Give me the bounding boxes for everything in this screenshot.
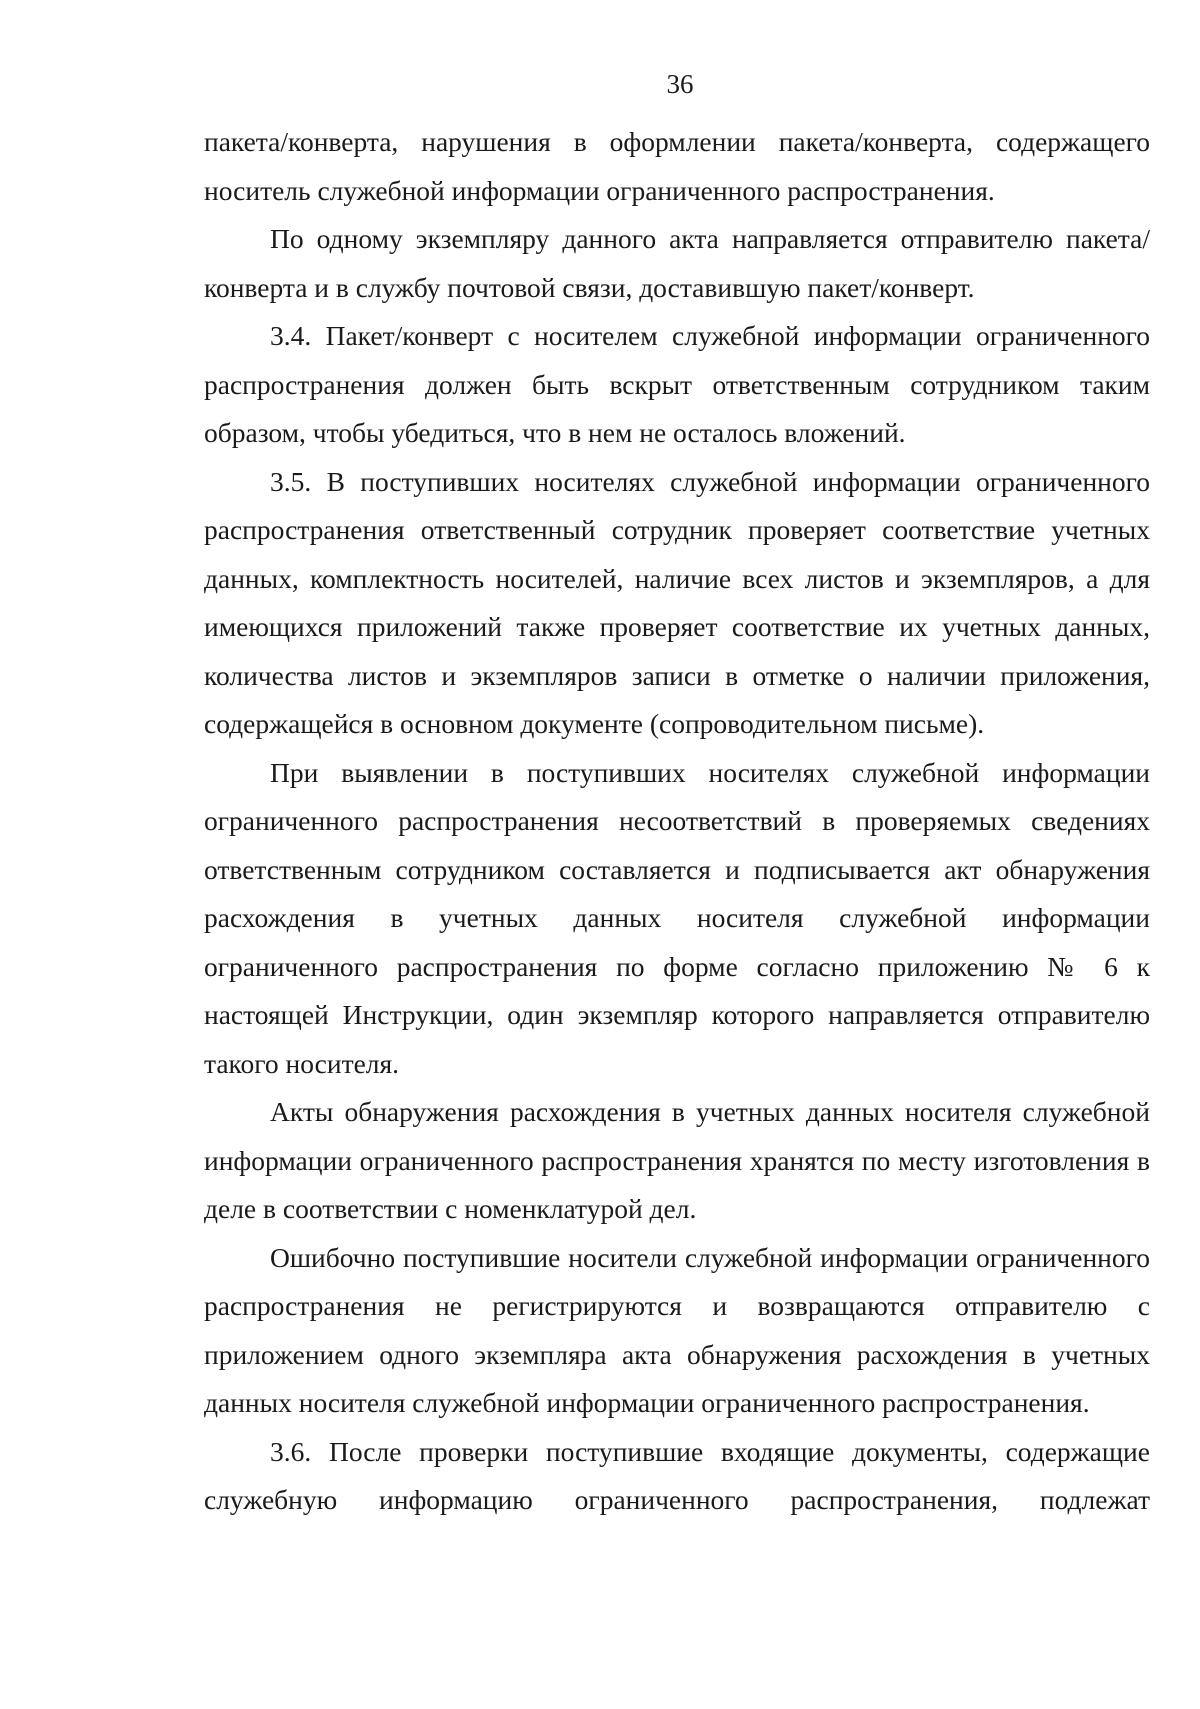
paragraph-3-6: 3.6. После проверки поступившие входящие документы, содержащие служебную информацию ограниченного распространения, подлежат [204, 1435, 1150, 1515]
paragraph-acts-storage: Акты обнаружения расхождения в учетных данных носителя служебной информации ограниченного распространения хранятся по месту изготовления в деле в соответствии с номенклатурой дел. [204, 1096, 1150, 1224]
document-body [204, 118, 1150, 1525]
paragraph-continuation: пакета/конверта, нарушения в оформлении пакета/конверта, содержащего носитель служебной информации ограниченного распространения. [204, 126, 1150, 206]
paragraph-discrepancy: При выявлении в поступивших носителях служебной информации ограниченного распространения несоответствий в проверяемых сведениях ответственным сотрудником составляется и подписывается акт обнаружения расхождения в учетных данных носителя служебной информации ограниченного распространения по форме согласно приложению № 6 к настоящей Инструкции, один экземпляр которого направляется отправителю такого носителя. [204, 756, 1150, 1079]
page-number: 36 [666, 69, 694, 99]
paragraph-3-5: 3.5. В поступивших носителях служебной информации ограниченного распространения ответственный сотрудник проверяет соответствие учетных данных, комплектность носителей, наличие всех листов и экземпляров, а для имеющихся приложений также проверяет соответствие их учетных данных, количества листов и экземпляров записи в отметке о наличии приложения, содержащейся в основном документе (сопроводительном письме). [204, 465, 1150, 739]
paragraph-erroneous-receipt: Ошибочно поступившие носители служебной информации ограниченного распространения не регистрируются и возвращаются отправителю с приложением одного экземпляра акта обнаружения расхождения в учетных данных носителя служебной информации ограниченного распространения. [204, 1241, 1150, 1418]
paragraph-act-copies: По одному экземпляру данного акта направляется отправителю пакета/конверта и в службу почтовой связи, доставившую пакет/конверт. [204, 223, 1150, 303]
paragraph-3-4: 3.4. Пакет/конверт с носителем служебной информации ограниченного распространения должен быть вскрыт ответственным сотрудником таким образом, чтобы убедиться, что в нем не осталось вложений. [204, 320, 1150, 448]
